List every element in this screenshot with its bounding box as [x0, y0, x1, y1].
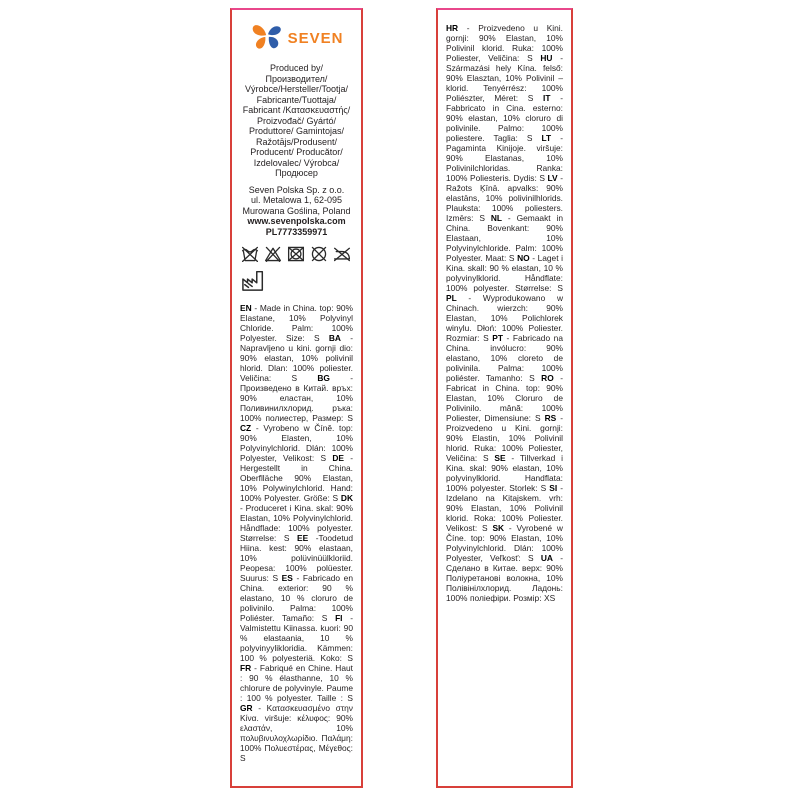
- do-not-tumble-dry-icon: [286, 245, 306, 263]
- brand-logo-text: SEVEN: [287, 30, 344, 47]
- manufacturer-factory-icon: [240, 268, 353, 297]
- do-not-wash-icon: [240, 245, 260, 263]
- manufacturer-address-block: [240, 185, 353, 238]
- care-label-right-panel: [436, 8, 573, 788]
- care-symbols-row: [240, 245, 353, 263]
- brand-logo: [240, 20, 353, 57]
- do-not-bleach-icon: [263, 245, 283, 263]
- address-lines: Seven Polska Sp. z o.o. ul. Metalowa 1, 62-095 Murowana Goślina, Poland: [242, 184, 351, 216]
- tax-id-text: PL7773359971: [265, 226, 328, 237]
- do-not-dry-clean-icon: [309, 245, 329, 263]
- composition-text-left: EN - Made in China. top: 90% Elastane, 10% Polyvinyl Chloride. Palm: 100% Polyester. Size: S BA - Napravljeno u kini. gornji dio: 90% elastan, 10% polivinil hlorid. Dlan: 100% poliester. Veličina: S BG - Произведено в Китай. връх: 90% еластан, 10% Поливинилхлорид. ръка: 100% полиестер, Размер: S CZ - Vyrobeno w Číně. top: 90% Elasten, 10% Polyvinylchlorid. Dlán: 100% Polyester, Velikost: S DE - Hergestellt in China. Oberflläche 90% Elastan, 10% Polywinylchlorid. Hand: 100% Polyester. Größe: S DK - Produceret i Kina. skal: 90% Elastan, 10% Polyvinylchlorid. Håndflade: 100% polyester. Størrelse: S EE -Toodetud Hiina. kest: 90% elastaan, 10% polüvinüülkloriid. Peopesa: 100% polüester. Suurus: S ES - Fabricado en China. exterior: 90 % elastano, 10 % cloruro de polivinilo. Palma: 100% Poliéster. Tamaño: S FI - Valmistettu Kiinassa. kuori: 90 % elastaania, 10 % polyvinyylikloridia. Kämmen: 100 % polyesteriä. Koko: S FR - Fabriqué en Chine. Haut : 90 % élasthanne, 10 % chlorure de polyvinyle. Paume : 100 % polyester. Taille : S GR - Κατασκευασμένο στην Κίνα. viršuje: κέλυφος: 90% ελαστάν, 10% πολυβινυλοχλωρίδιο. Παλάμη: 100% Πολυεστέρας, Μέγεθος: S: [240, 303, 353, 763]
- seven-butterfly-logo-icon: [250, 20, 286, 57]
- composition-text-right: HR - Proizvedeno u Kini. gornji: 90% Elastan, 10% Polivinil klorid. Ruka: 100% Poliester, Veličina: S HU - Származási hely Kína. felső: 90% Elasztan, 10% Polivinil – klorid. Tenyérrész: 100% Poliészter, Méret: S IT - Fabbricato in Cina. esterno: 90% elastan, 10% cloruro di polivinile. Palmo: 100% poliestere. Taglia: S LT - Pagaminta Kinijoje. viršuje: 90% Elastanas, 10% Polivinilchloridas. Ranka: 100% Poliesteris. Dydis: S LV - Ražots Ķīnā. apvalks: 90% elastāns, 10% polivinilhlorids. Plauksta: 100% poliesters. Izmērs: S NL - Gemaakt in China. Bovenkant: 90% Elastaan, 10% Polyvinylchloride. Palm: 100% Polyester. Maat: S NO - Laget i Kina. skall: 90 % elastan, 10 % polyvinylklorid. Håndflate: 100% polyester. Størrelse: S PL - Wyprodukowano w Chinach. wierzch: 90% Elastan, 10% Polichlorek winylu. Dłoń: 100% Poliester. Rozmiar: S PT - Fabricado na China. invólucro: 90% elastano, 10% cloreto de polivinila. Palma: 100% poliéster. Tamanho: S RO - Fabricat in China. top: 90% Elastan, 10% Cloruro de Polivinilo. mână: 100% Poliester, Dimensiune: S RS - Proizvedeno u Kini. gornji: 90% Elastin, 10% Polivinil hlorid. Ruka: 100% Poliester, Veličina: S SE - Tillverkad i Kina. skal: 90% elastan, 10% polyvinylklorid. Handflata: 100% polyester. Storlek: S SI - Izdelano na Kitajskem. vrh: 90% Elastan, 10% Polivinil klorid. Roka: 100% Poliester. Velikost: S SK - Vyrobené w Číne. top: 90% Elastan, 10% Polyvinylchlorid. Dlán: 100% Polyester, Veľkosť: S UA - Сделано в Китае. верх: 90% Поліуретанові волокна, 10% Полівінілхлорид. Ладонь: 100% поліефіри. Розмір: XS: [446, 23, 563, 603]
- producer-multilingual-block: Produced by/ Производител/ Výrobce/Hersteller/Tootja/ Fabricante/Tuottaja/ Fabricant /Κατασκευαστής/ Proizvođač/ Gyártó/ Produttore/ Gamintojas/ Ražotājs/Produsent/ Producent/ Producător/ Izdelovalec/ Výrobca/ Продюсер: [242, 63, 351, 178]
- do-not-iron-icon: [332, 245, 352, 263]
- care-label-left-panel: [230, 8, 363, 788]
- website-text: www.sevenpolska.com: [247, 216, 346, 226]
